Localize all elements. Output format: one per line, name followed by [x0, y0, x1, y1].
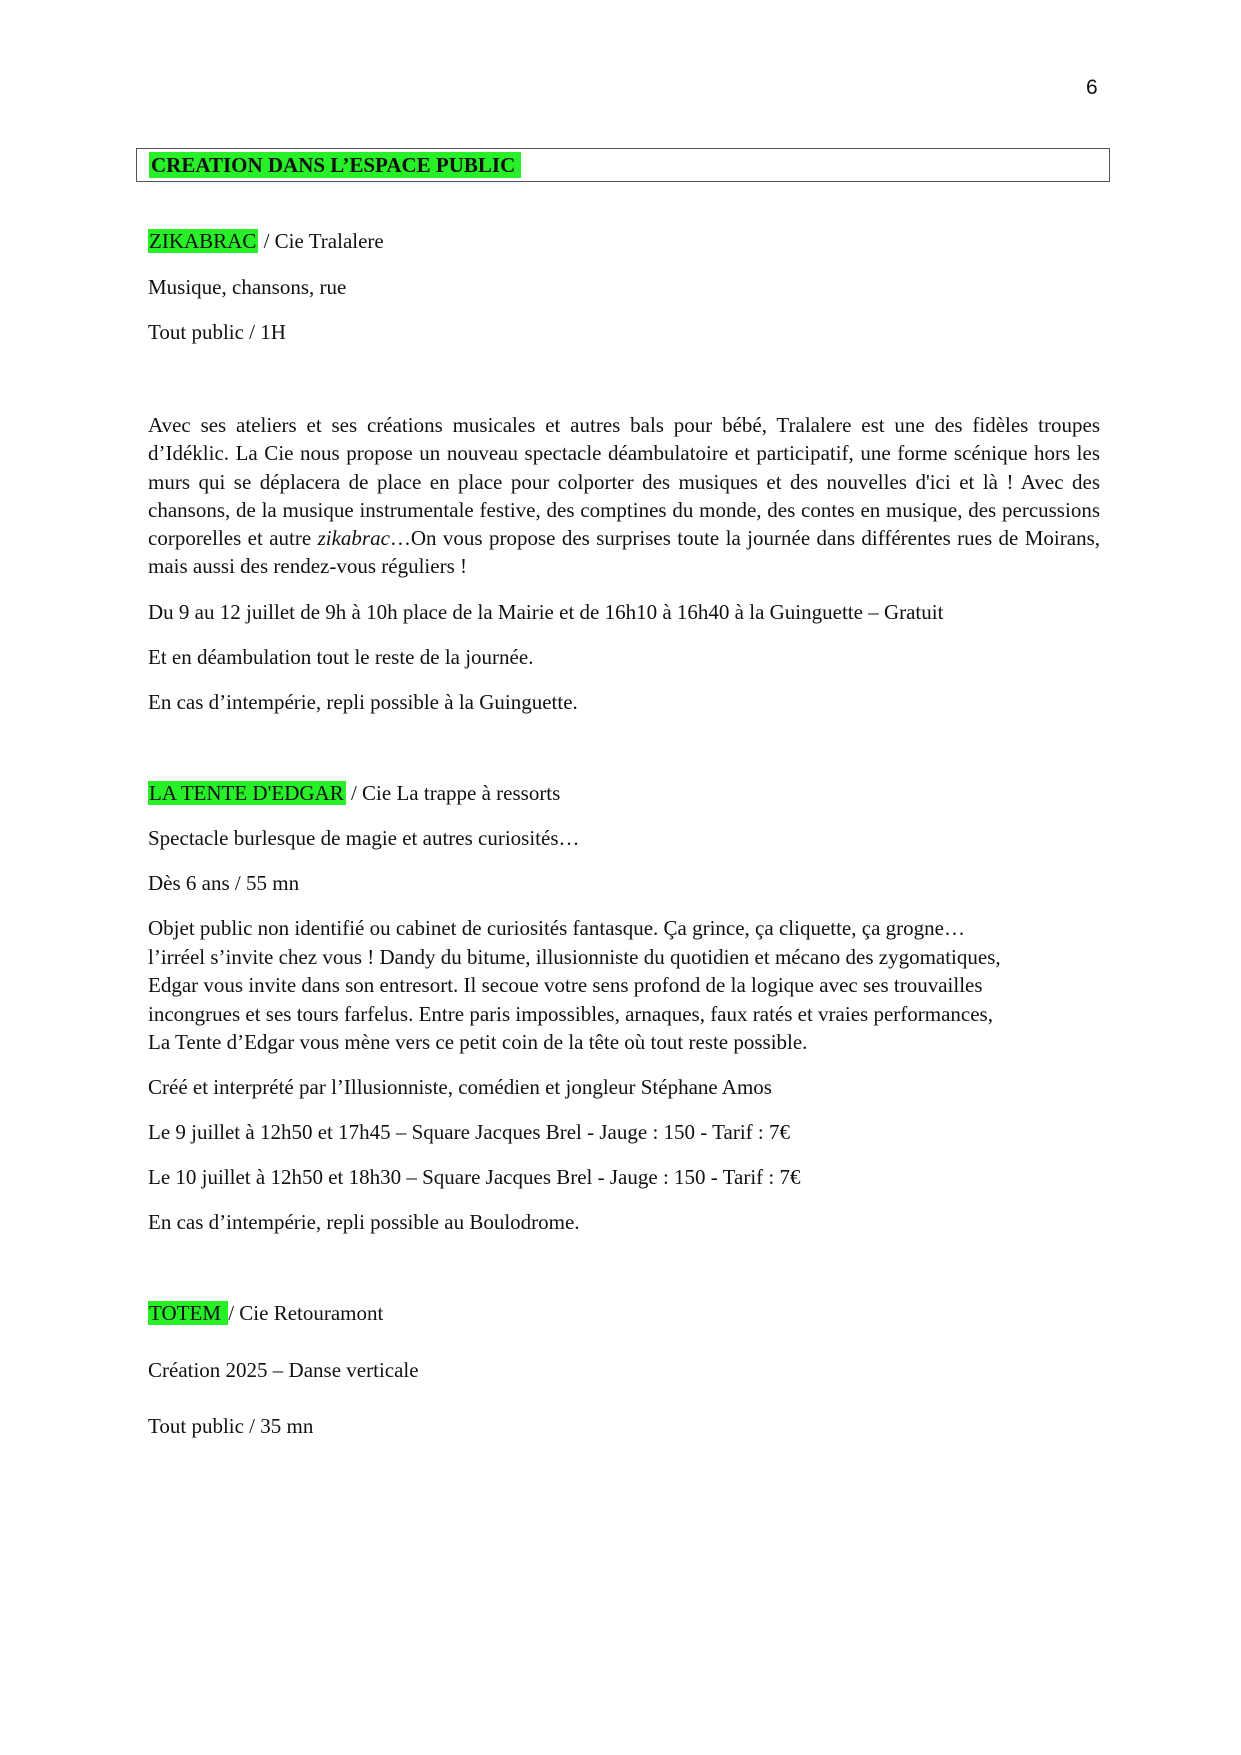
show-audience: Dès 6 ans / 55 mn [148, 871, 300, 895]
show-genre: Création 2025 – Danse verticale [148, 1358, 419, 1382]
show-date: Le 9 juillet à 12h50 et 17h45 – Square Jacques Brel - Jauge : 150 - Tarif : 7€ [148, 1120, 790, 1144]
show-info-dates: Du 9 au 12 juillet de 9h à 10h place de la Mairie et de 16h10 à 16h40 à la Guinguette – Gratuit [148, 600, 944, 624]
description-line: l’irréel s’invite chez vous ! Dandy du bitume, illusionniste du quotidien et mécano des zygomatiques, [148, 944, 1001, 969]
show-genre: Musique, chansons, rue [148, 275, 347, 299]
description-italic: zikabrac [317, 526, 390, 551]
show-audience: Tout public / 35 mn [148, 1414, 314, 1438]
description-line: incongrues et ses tours farfelus. Entre paris impossibles, arnaques, faux ratés et vraies performances, [148, 1001, 993, 1026]
show-audience: Tout public / 1H [148, 320, 286, 344]
show-company: / Cie Tralalere [258, 229, 384, 253]
show-company: / Cie Retouramont [228, 1301, 384, 1325]
show-description [148, 914, 1078, 1057]
page-number: 6 [1086, 76, 1098, 99]
show-description [148, 411, 1100, 581]
description-text-end: …On vous propose des surprises toute la journée dans différentes rues de Moirans, mais aussi des rendez-vous réguliers ! [148, 526, 1100, 579]
show-credit: Créé et interprété par l’Illusionniste, comédien et jongleur Stéphane Amos [148, 1075, 772, 1099]
show-info-roaming: Et en déambulation tout le reste de la journée. [148, 645, 534, 669]
show-genre: Spectacle burlesque de magie et autres curiosités… [148, 826, 580, 850]
show-date: Le 10 juillet à 12h50 et 18h30 – Square Jacques Brel - Jauge : 150 - Tarif : 7€ [148, 1165, 801, 1189]
show-title: LA TENTE D'EDGAR [149, 781, 344, 805]
show-info-rain: En cas d’intempérie, repli possible au Boulodrome. [148, 1210, 580, 1234]
show-title: TOTEM [149, 1301, 227, 1325]
show-heading-totem [148, 1301, 383, 1325]
description-line: Objet public non identifié ou cabinet de curiosités fantasque. Ça grince, ça cliquette, ça grogne… [148, 916, 965, 940]
show-heading-edgar [148, 781, 560, 805]
show-info-rain: En cas d’intempérie, repli possible à la Guinguette. [148, 690, 578, 714]
description-line: La Tente d’Edgar vous mène vers ce petit coin de la tête où tout reste possible. [148, 1030, 808, 1055]
section-header-box [136, 148, 1110, 182]
description-line: Edgar vous invite dans son entresort. Il secoue votre sens profond de la logique avec ses trouvailles [148, 973, 983, 998]
show-title: ZIKABRAC [149, 229, 257, 253]
section-title: CREATION DANS L’ESPACE PUBLIC [149, 152, 521, 178]
show-heading-zikabrac [148, 229, 384, 253]
description-text: Avec ses ateliers et ses créations musicales et autres bals pour bébé, Tralalere est une des fidèles troupes d’Idéklic. La Cie nous propose un nouveau spectacle déambulatoire et participatif, une forme scénique hors les murs qui se déplacera de place en place pour colporter des musiques et des nouvelles d'ici et là ! Avec des chansons, de la musique instrumentale festive, des comptines du monde, des contes en musique, des percussions corporelles et autre [148, 413, 1100, 551]
show-company: / Cie La trappe à ressorts [345, 781, 561, 805]
